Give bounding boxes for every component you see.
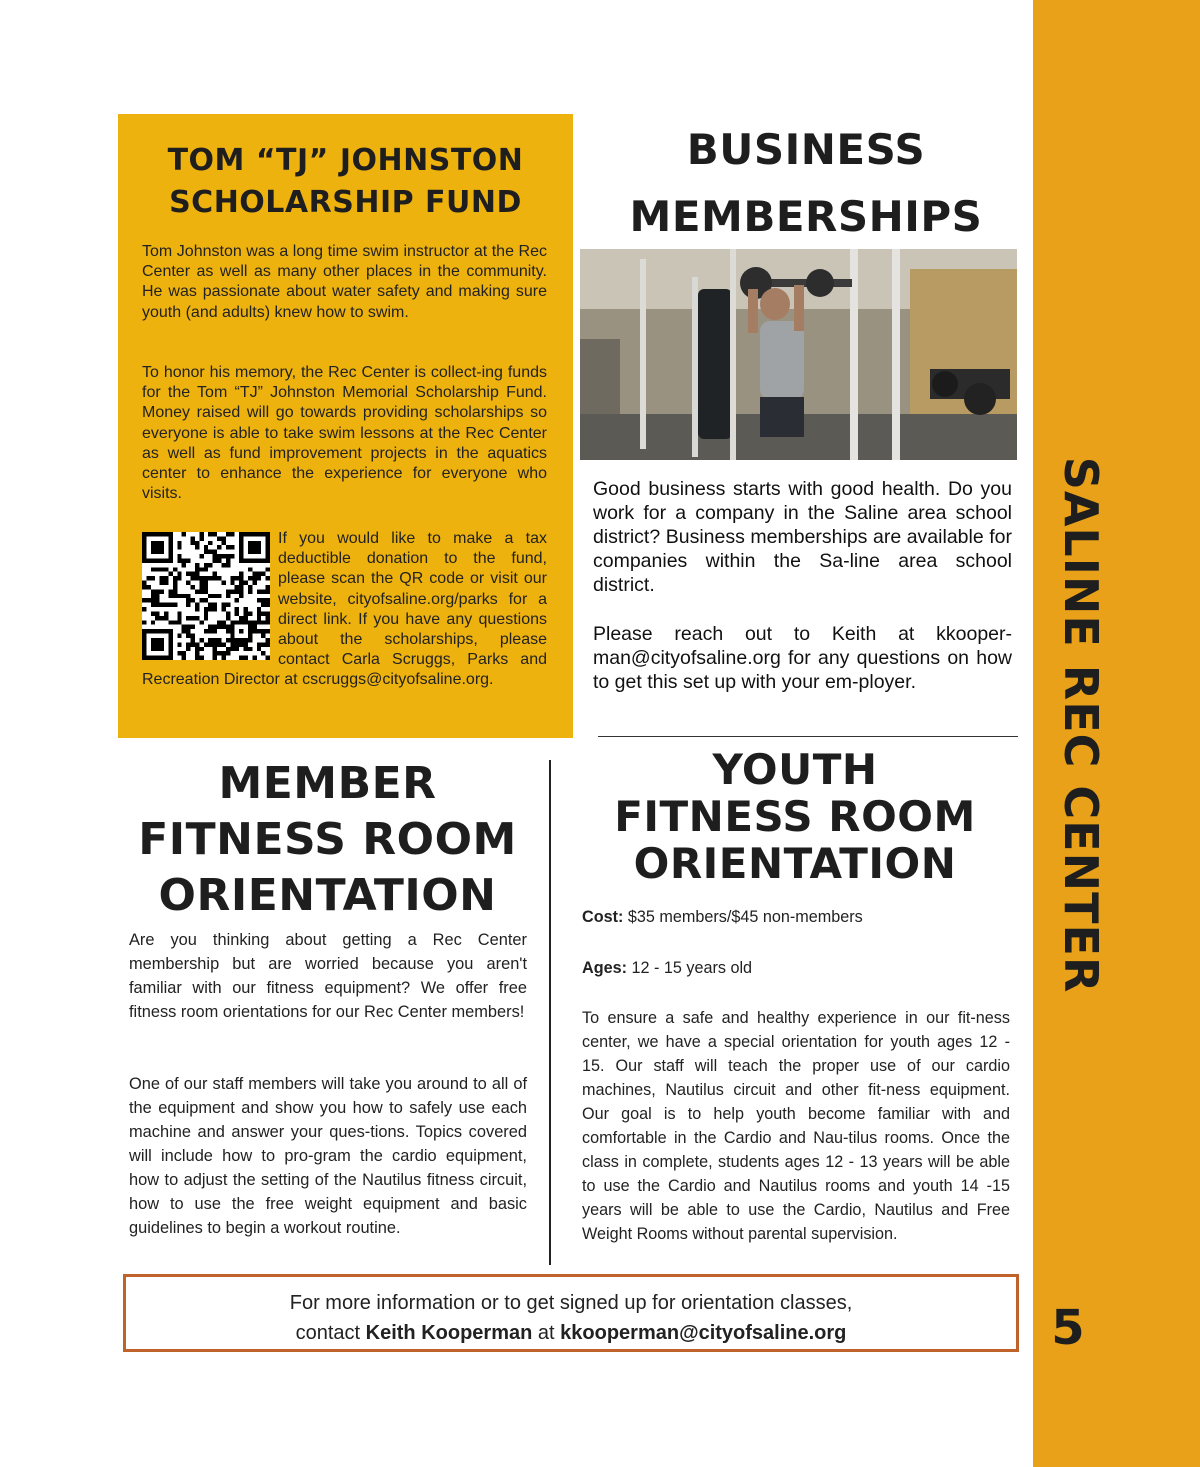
- scholarship-title-line2: SCHOLARSHIP FUND: [169, 185, 522, 220]
- divider-vertical: [549, 760, 551, 1265]
- business-paragraph: Please reach out to Keith at kkooper-man@cityofsaline.org for any questions on how to get this set up with your em-ployer.: [593, 623, 1012, 693]
- member-orientation-paragraph: Are you thinking about getting a Rec Center membership but are worried because you aren't familiar with our fitness equipment? We offer free fitness room orientations for our Rec Center members!: [129, 931, 527, 1021]
- contact-prefix: contact: [295, 1322, 361, 1344]
- youth-title-line1: YOUTH: [712, 745, 878, 794]
- member-orientation-paragraph: One of our staff members will take you around to all of the equipment and show you how to safely use each machine and answer your ques-tions. Topics covered will include how to pro-gram the cardio equipment, how to adjust the setting of the Nautilus fitness circuit, how to use the free weight equipment and basic guidelines to begin a workout routine.: [129, 1075, 527, 1237]
- contact-at: at: [537, 1322, 555, 1344]
- youth-ages-value: 12 - 15 years old: [631, 959, 753, 977]
- scholarship-title-line1: TOM “TJ” JOHNSTON: [167, 143, 524, 178]
- side-title: [1033, 420, 1129, 1030]
- scholarship-title: [118, 140, 573, 224]
- member-orientation-title: [120, 756, 535, 924]
- scholarship-paragraph: Tom Johnston was a long time swim instructor at the Rec Center as well as many other places in the community. He was passionate about water safety and making sure youth (and adults) knew how to swim.: [142, 243, 547, 321]
- youth-ages-label: Ages:: [582, 959, 627, 977]
- contact-line1: For more information or to get signed up for orientation classes,: [289, 1292, 853, 1314]
- contact-line2: [126, 1317, 1016, 1349]
- scholarship-section: [118, 114, 573, 738]
- business-title: [590, 116, 1022, 250]
- scholarship-donation-block: [142, 529, 547, 691]
- qr-code-icon[interactable]: [142, 532, 270, 660]
- business-title-line2: MEMBERSHIPS: [629, 192, 983, 241]
- business-title-line1: BUSINESS: [686, 125, 926, 174]
- contact-email-link[interactable]: kkooperman@cityofsaline.org: [560, 1322, 847, 1344]
- scholarship-paragraph: To honor his memory, the Rec Center is collect-ing funds for the Tom “TJ” Johnston Memorial Scholarship Fund. Money raised will go towards providing scholarships so everyone is able to take swim lessons at the Rec Center as well as fund improvement projects in the aquatics center to enhance the experience for everyone who visits.: [142, 364, 547, 503]
- youth-ages: [582, 956, 1010, 980]
- divider-horizontal: [598, 736, 1018, 737]
- youth-title-line2: FITNESS ROOM: [614, 792, 976, 841]
- page-number: 5: [1051, 1300, 1085, 1356]
- member-title-line2: FITNESS ROOM: [138, 814, 517, 865]
- business-paragraph: Good business starts with good health. Do you work for a company in the Saline area school district? Business memberships are available for companies within the Sa-line area school district.: [593, 478, 1012, 596]
- gym-photo: [580, 249, 1017, 460]
- scholarship-paragraph: If you would like to make a tax deductible donation to the fund, please scan the QR code or visit our website, cityofsaline.org/parks for a direct link. If you have any questions about the scholarships, please contact Carla Scruggs, Parks and Recreation Director at cscruggs@cityofsaline.org.: [142, 530, 547, 689]
- side-title-text: SALINE REC CENTER: [1054, 456, 1108, 994]
- youth-orientation-title: [585, 746, 1005, 887]
- youth-cost: [582, 905, 1010, 929]
- contact-name: Keith Kooperman: [365, 1322, 533, 1344]
- contact-box: [123, 1274, 1019, 1352]
- youth-cost-label: Cost:: [582, 908, 624, 926]
- member-title-line3: ORIENTATION: [158, 870, 497, 921]
- youth-title-line3: ORIENTATION: [633, 839, 957, 888]
- youth-orientation-paragraph: To ensure a safe and healthy experience in our fit-ness center, we have a special orientation for youth ages 12 - 15. Our staff will teach the proper use of our cardio machines, Nautilus circuit and other fit-ness equipment. Our goal is to help youth become familiar with and comfortable in the Cardio and Nau-tilus rooms. Once the class in complete, students ages 12 - 13 years will be able to use the Cardio and Nautilus rooms and youth 14 -15 years will be able to use the Cardio, Nautilus and Free Weight Rooms without parental supervision.: [582, 1009, 1010, 1243]
- member-title-line1: MEMBER: [218, 758, 437, 809]
- youth-cost-value: $35 members/$45 non-members: [627, 908, 863, 926]
